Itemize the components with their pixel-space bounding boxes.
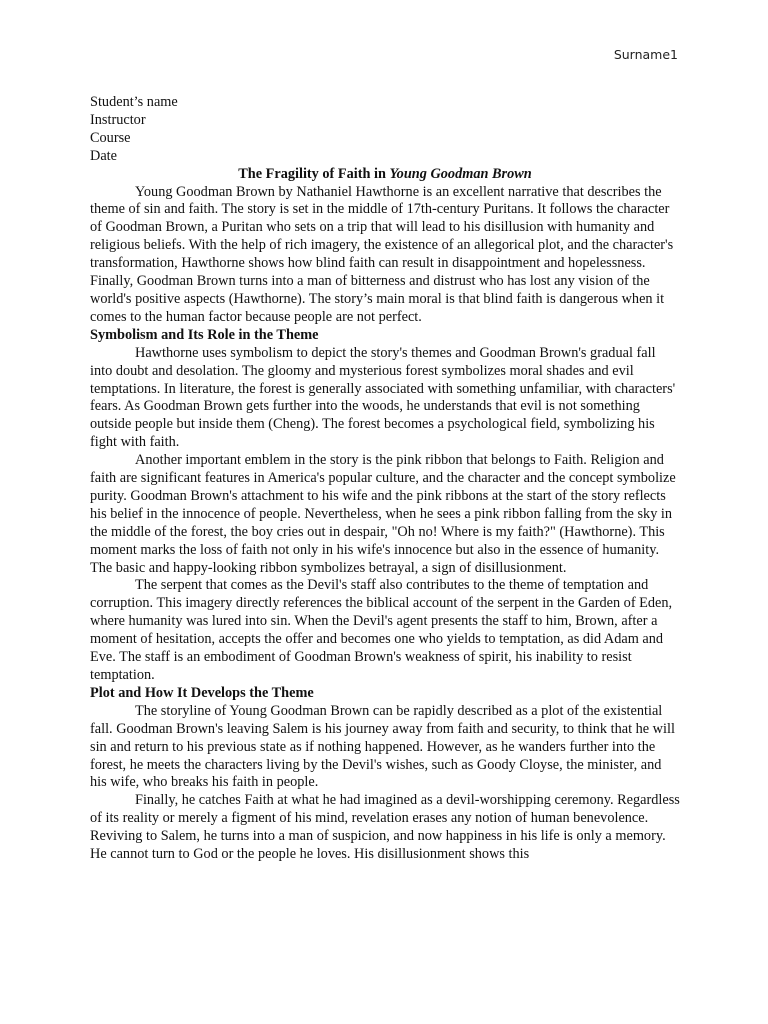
running-header: Surname1 [613, 47, 678, 62]
instructor-line: Instructor [90, 111, 146, 128]
essay-title-work: Young Goodman Brown [389, 165, 532, 182]
intro-paragraph: Young Goodman Brown by Nathaniel Hawthorne is an excellent narrative that describes the theme of sin and faith. The story is set in the middle of 17th-century Puritans. It follows the character of Goodman Brown, a Puritan who sets on a trip that will lead to his disillusion with humanity and religious beliefs. With the help of rich imagery, the existence of an allegorical plot, and the character's transformation, Hawthorne shows how blind faith can result in disappointment and hopelessness. Finally, Goodman Brown turns into a man of bitterness and distrust who has lost any vision of the world's positive aspects (Hawthorne). The story’s main moral is that blind faith is dangerous when it comes to the human factor because people are not perfect. [90, 183, 674, 325]
essay-title-prefix: The Fragility of Faith in [238, 165, 390, 182]
document-body [90, 94, 680, 864]
section-heading-plot: Plot and How It Develops the Theme [90, 684, 314, 701]
essay-title [90, 166, 680, 184]
date-line: Date [90, 147, 117, 164]
plot-paragraph-2: Finally, he catches Faith at what he had imagined as a devil-worshipping ceremony. Regardless of its reality or merely a figment of his mind, revelation erases any notion of human benevolence. Reviving to Salem, he turns into a man of suspicion, and now happiness in his life is only a memory. He cannot turn to God or the people he loves. His disillusionment shows this [90, 792, 680, 863]
symbolism-paragraph-1: Hawthorne uses symbolism to depict the story's themes and Goodman Brown's gradual fall into doubt and desolation. The gloomy and mysterious forest symbolizes moral shades and evil temptations. In literature, the forest is generally associated with something unfamiliar, with characters' fears. As Goodman Brown gets further into the woods, he understands that evil is not something outside people but inside them (Cheng). The forest becomes a psychological field, symbolizing his fight with faith. [90, 344, 676, 451]
symbolism-paragraph-3: The serpent that comes as the Devil's staff also contributes to the theme of temptation and corruption. This imagery directly references the biblical account of the serpent in the Garden of Eden, where humanity was lured into sin. When the Devil's agent presents the staff to him, Brown, after a moment of hesitation, accepts the offer and becomes one who yields to temptation, as did Adam and Eve. The staff is an embodiment of Goodman Brown's weakness of spirit, his inability to resist temptation. [90, 577, 673, 683]
student-name-line: Student’s name [90, 94, 178, 110]
plot-paragraph-1: The storyline of Young Goodman Brown can be rapidly described as a plot of the existential fall. Goodman Brown's leaving Salem is his journey away from faith and security, to think that he will sin and return to his previous state as if nothing happened. However, as he wanders further into the forest, he meets the characters living by the Devil's wishes, such as Goody Cloyse, the minister, and his wife, who breaks his faith in people. [90, 702, 675, 791]
section-heading-symbolism: Symbolism and Its Role in the Theme [90, 326, 319, 343]
course-line: Course [90, 129, 131, 146]
symbolism-paragraph-2: Another important emblem in the story is the pink ribbon that belongs to Faith. Religion and faith are significant features in America's popular culture, and the character and the concept symbolize purity. Goodman Brown's attachment to his wife and the pink ribbons at the start of the story reflects his belief in the innocence of people. Nevertheless, when he sees a pink ribbon falling from the sky in the middle of the forest, the boy cries out in despair, "Oh no! Where is my faith?" (Hawthorne). This moment marks the loss of faith not only in his wife's innocence but also in the essence of humanity. The basic and happy-looking ribbon symbolizes betrayal, a sign of disillusionment. [90, 452, 676, 576]
